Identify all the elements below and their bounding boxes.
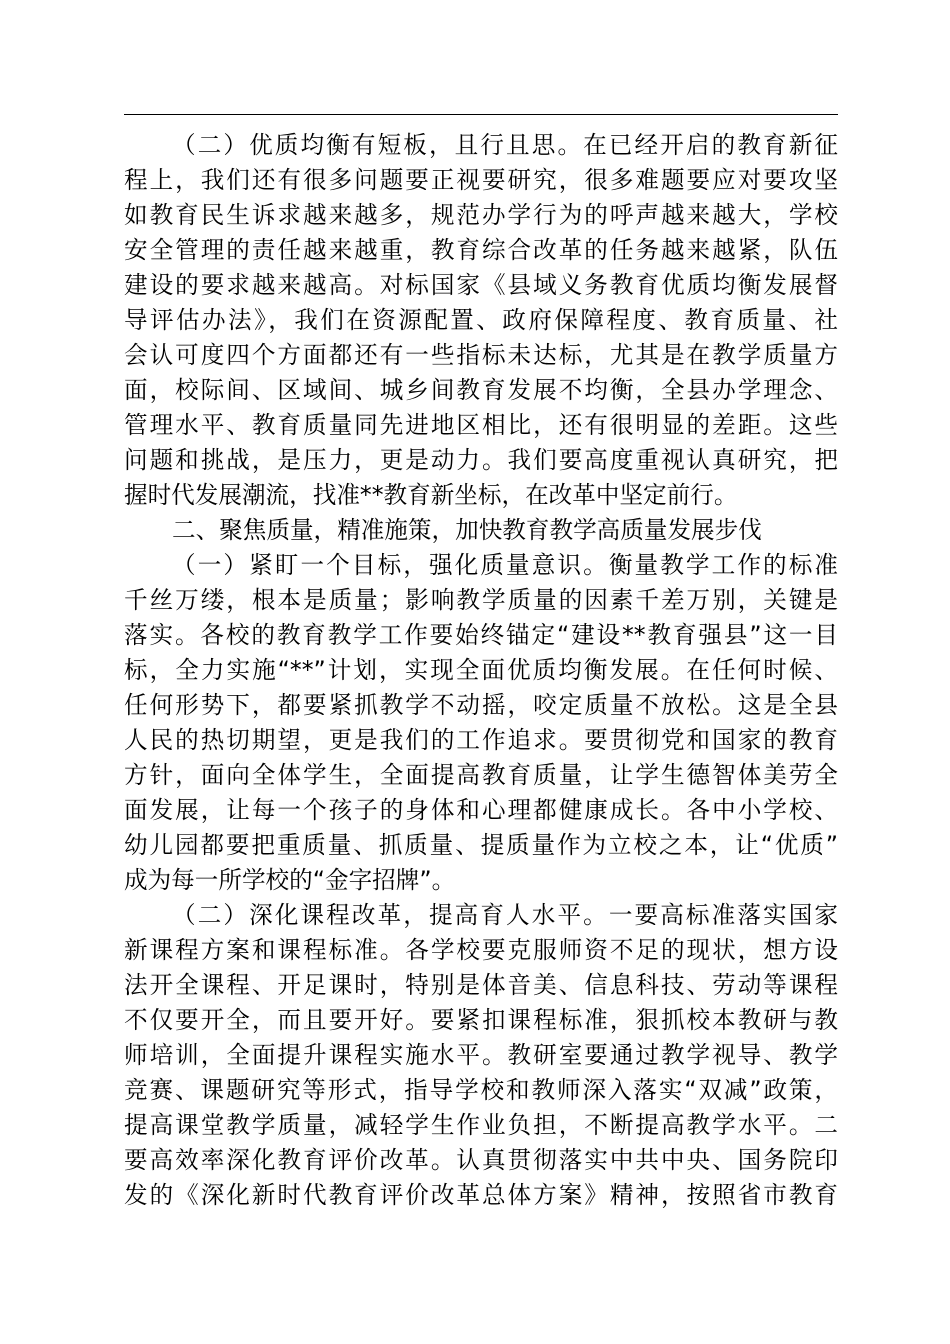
text-line: 千丝万缕，根本是质量；影响教学质量的因素千差万别，关键是 [124,586,838,614]
text-line: 师培训，全面提升课程实施水平。教研室要通过教学视导、教学 [124,1041,838,1069]
text-line: 幼儿园都要把重质量、抓质量、提质量作为立校之本，让“优质” [124,831,838,859]
text-line: 面发展，让每一个孩子的身体和心理都健康成长。各中小学校、 [124,796,838,824]
text-line: 面，校际间、区域间、城乡间教育发展不均衡，全县办学理念、 [124,376,838,404]
text-line: 程上，我们还有很多问题要正视要研究，很多难题要应对要攻坚 [124,166,838,194]
text-line: 标，全力实施“**”计划，实现全面优质均衡发展。在任何时候、 [124,656,838,684]
text-line: 落实。各校的教育教学工作要始终锚定“建设**教育强县”这一目 [124,621,838,649]
text-line: 握时代发展潮流，找准**教育新坐标，在改革中坚定前行。 [124,481,738,509]
text-line: 问题和挑战，是压力，更是动力。我们要高度重视认真研究，把 [124,446,838,474]
text-line: （二）深化课程改革，提高育人水平。一要高标准落实国家 [172,901,838,929]
text-line: 方针，面向全体学生，全面提高教育质量，让学生德智体美劳全 [124,761,838,789]
text-line: 发的《深化新时代教育评价改革总体方案》精神，按照省市教育 [124,1181,838,1209]
text-line: 会认可度四个方面都还有一些指标未达标，尤其是在教学质量方 [124,341,838,369]
text-line: 要高效率深化教育评价改革。认真贯彻落实中共中央、国务院印 [124,1146,838,1174]
header-rule [124,114,838,115]
text-line: 提高课堂教学质量，减轻学生作业负担，不断提高教学水平。二 [124,1111,838,1139]
text-line: 人民的热切期望，更是我们的工作追求。要贯彻党和国家的教育 [124,726,838,754]
text-line: 新课程方案和课程标准。各学校要克服师资不足的现状，想方设 [124,936,838,964]
text-line: 不仅要开全，而且要开好。要紧扣课程标准，狠抓校本教研与教 [124,1006,838,1034]
text-line: 建设的要求越来越高。对标国家《县域义务教育优质均衡发展督 [124,271,838,299]
text-line: 导评估办法》，我们在资源配置、政府保障程度、教育质量、社 [124,306,838,334]
body-text [124,128,838,1213]
text-line: （二）优质均衡有短板，且行且思。在已经开启的教育新征 [172,131,838,159]
text-line: 任何形势下，都要紧抓教学不动摇，咬定质量不放松。这是全县 [124,691,838,719]
text-line: 二、聚焦质量，精准施策，加快教育教学高质量发展步伐 [172,516,762,544]
text-line: 安全管理的责任越来越重，教育综合改革的任务越来越紧，队伍 [124,236,838,264]
text-line: 竞赛、课题研究等形式，指导学校和教师深入落实“双减”政策， [124,1076,838,1104]
text-line: 如教育民生诉求越来越多，规范办学行为的呼声越来越大，学校 [124,201,838,229]
text-line: （一）紧盯一个目标，强化质量意识。衡量教学工作的标准 [172,551,838,579]
text-line: 成为每一所学校的“金字招牌”。 [124,866,456,894]
text-line: 管理水平、教育质量同先进地区相比，还有很明显的差距。这些 [124,411,838,439]
text-line: 法开全课程、开足课时，特别是体音美、信息科技、劳动等课程 [124,971,838,999]
